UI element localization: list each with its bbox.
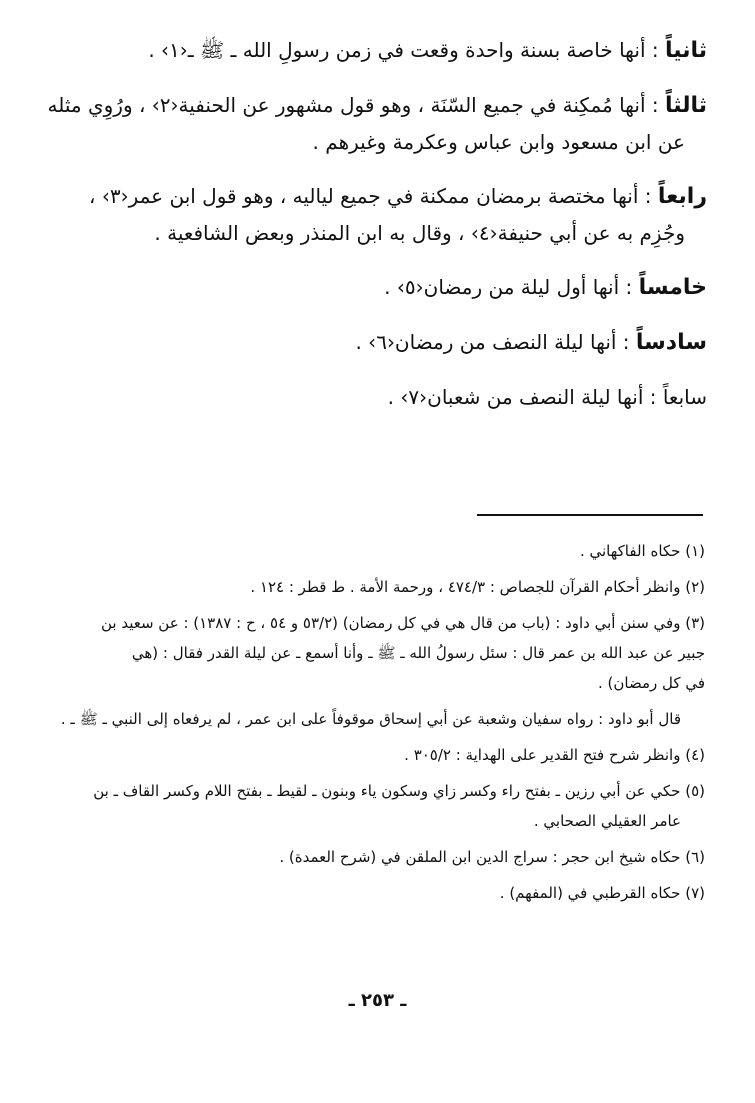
paragraph-label: رابعاً [657, 184, 707, 209]
footnote-3 [45, 608, 705, 698]
footnote-1: (١) حكاه الفاكهاني . [579, 542, 705, 560]
footnote-4: (٤) وانظر شرح فتح القدير على الهداية : ٣٠٥/٢ . [404, 746, 705, 764]
paragraph-text: : أنها ليلة النصف من شعبان‹٧› . [387, 385, 663, 409]
footnote-7: (٧) حكاه القرطبي في (المفهم) . [499, 884, 705, 902]
footnote-5 [45, 776, 705, 836]
paragraph-fifth-opinion [45, 269, 707, 306]
footnote-line: في كل رمضان) . [598, 674, 705, 692]
paragraph-seventh-opinion [45, 379, 707, 415]
footnote-divider [477, 514, 703, 516]
paragraph-continuation: وجُزِم به عن أبي حنيفة‹٤› ، وقال به ابن المنذر وبعض الشافعية . [154, 221, 685, 245]
paragraph-text: : أنها خاصة بسنة واحدة وقعت في زمن رسولِ الله ـ ﷺ ـ‹١› . [148, 38, 665, 62]
footnote-line: (٥) حكي عن أبي رزين ـ بفتح راء وكسر زاي وسكون ياء وبنون ـ لقيط ـ بفتح اللام وكسر القاف ـ بن [93, 782, 705, 800]
paragraph-label: سادساً [635, 330, 707, 355]
paragraph-fourth-opinion [45, 178, 707, 251]
footnote-line: عامر العقيلي الصحابي . [533, 812, 681, 830]
paragraph-text: : أنها أول ليلة من رمضان‹٥› . [384, 275, 639, 299]
paragraph-text: : أنها مختصة برمضان ممكنة في جميع لياليه ، وهو قول ابن عمر‹٣› ، [89, 184, 658, 208]
paragraph-continuation: عن ابن مسعود وابن عباس وعكرمة وغيرهم . [312, 130, 685, 154]
paragraph-text: : أنها مُمكِنة في جميع السّنَة ، وهو قول مشهور عن الحنفية‹٢› ، ورُوِي مثله [47, 93, 665, 117]
footnote-line: النبي ـ ﷺ ـ . [60, 710, 142, 728]
footnote-6: (٦) حكاه شيخ ابن حجر : سراج الدين ابن الملقن في (شرح العمدة) . [279, 848, 705, 866]
paragraph-second-opinion [45, 32, 707, 69]
paragraph-third-opinion [45, 87, 707, 160]
paragraph-text: : أنها ليلة النصف من رمضان‹٦› . [355, 330, 636, 354]
paragraph-sixth-opinion [45, 324, 707, 361]
paragraph-label: ثانياً [664, 38, 707, 63]
footnote-line: قال أبو داود : رواه سفيان وشعبة عن أبي إسحاق موقوفاً على ابن عمر ، لم يرفعاه إلى [146, 710, 681, 728]
main-text [45, 32, 707, 433]
footnote-line: جبير عن عبد الله بن عمر قال : سئل رسولُ الله ـ ﷺ ـ وأنا أسمع ـ عن ليلة القدر فقال : (هي [131, 644, 705, 662]
footnote-2: (٢) وانظر أحكام القرآن للجصاص : ٤٧٤/٣ ، ورحمة الأمة . ط قطر : ١٢٤ . [250, 578, 705, 596]
paragraph-label: سابعاً [662, 385, 707, 409]
page-number: ـ ٢٥٣ ـ [348, 990, 407, 1011]
paragraph-label: خامساً [638, 275, 707, 300]
paragraph-label: ثالثاً [664, 93, 707, 118]
footnote-3-note [45, 704, 705, 734]
footnotes [45, 536, 705, 914]
footnote-line: (٣) وفي سنن أبي داود : (باب من قال هي في كل رمضان) (٥٣/٢ و ٥٤ ، ح : ١٣٨٧) : عن سعيد بن [100, 614, 705, 632]
